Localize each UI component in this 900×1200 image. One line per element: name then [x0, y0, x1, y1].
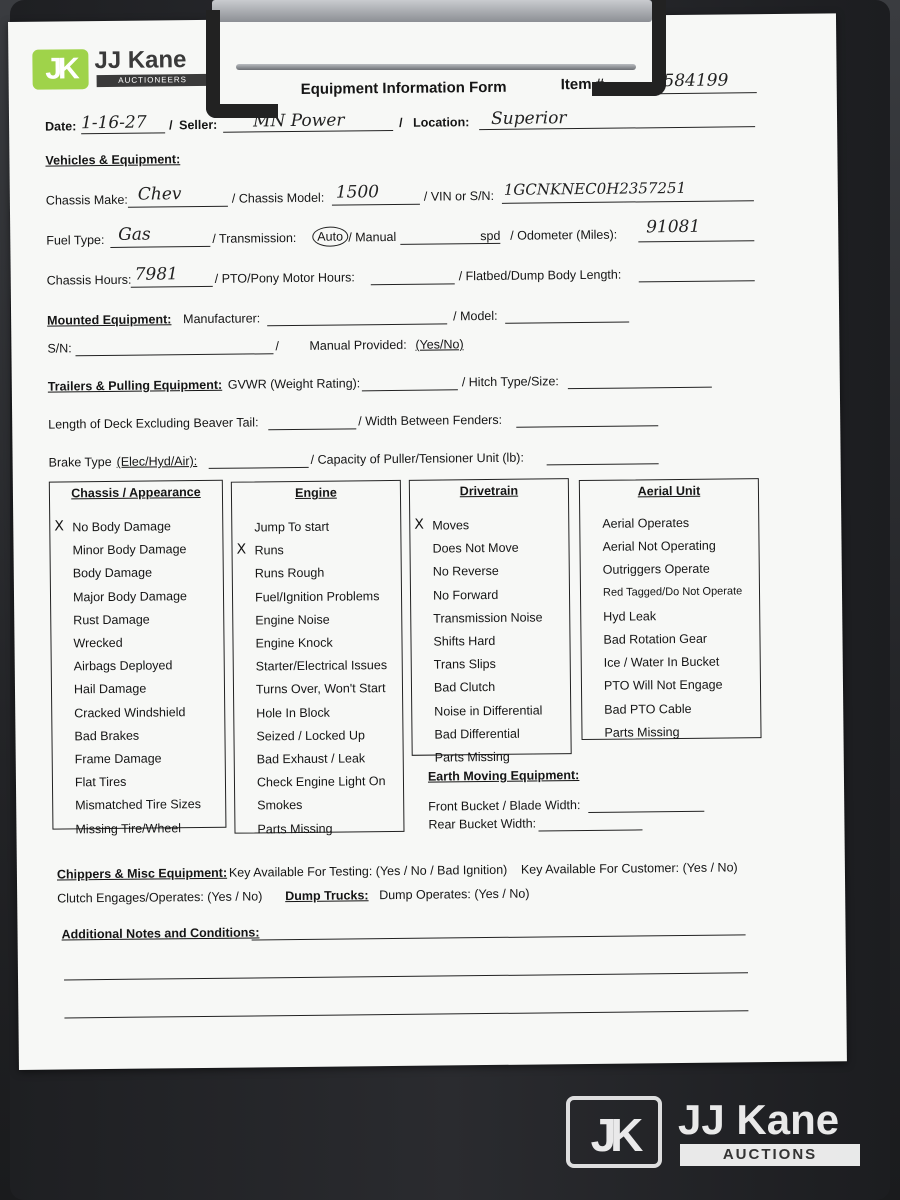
check-mark: X: [414, 516, 424, 533]
manual-provided-label: Manual Provided:: [309, 337, 407, 353]
checklist-item: Bad Exhaust / Leak: [256, 751, 366, 767]
hours-label: Chassis Hours:: [46, 272, 132, 288]
checklist-item: Moves: [432, 518, 470, 533]
item-label: Item #: [560, 75, 605, 94]
seller-label: Seller:: [179, 117, 218, 133]
trailers-heading: Trailers & Pulling Equipment:: [47, 377, 223, 394]
misc-heading: Chippers & Misc Equipment:: [56, 865, 228, 882]
checklist-item: Parts Missing: [604, 724, 680, 740]
auto-circled: Auto: [312, 226, 348, 246]
rear-bucket-label: Rear Bucket Width:: [428, 816, 537, 832]
checklist-item: Rust Damage: [73, 612, 150, 628]
checklist-item: Wrecked: [73, 635, 123, 651]
clipboard-clip: [206, 0, 666, 104]
dump-operates: Dump Operates: (Yes / No): [379, 886, 530, 903]
mounted-heading: Mounted Equipment:: [47, 312, 172, 328]
hours-value: 7981: [134, 264, 179, 285]
information-form: JK JJ Kane AUCTIONEERS Equipment Information Form Item # 1584199 Date: 1-16-27 / Seller: MN Power / Location: Superior Vehicles & Equipment: Chassis Make: Chev / Chassis Model: 1500 / VIN or S/N: 1GCNKNEC0H2357251 Fuel Type: Gas / Transmission: Auto / Manual spd / Odometer (Miles): 91081 Chassis Hours: 7981 / PTO/Pony Motor Hours: / Flatbed/Dump Body Length: Mounted Equipment: Manufacturer: / Model: S/N: / Manual Provided: (Yes/No) Trailers & Pulling Equipment: GVWR (Weight Rating): / Hitch Type/Size: Length of Deck Excluding Beaver Tail: / Width Between Fenders: Brake Type (Elec/Hyd/Air): / Capacity of Puller/Tensioner Unit (lb): Chassis / Appearance No Body Damage X Minor Body Damage Body Damage Major Body Damage Rust Damage Wrecked Airbags Deployed Hail Damage Cracked Windshield Bad Brakes Frame Damage Flat Tires Mismatched Tire Sizes Missing Tire/Wheel Engine Jump To start Runs X Runs Rough Fuel/Ignition Problems Engine Noise Engine Knock Starter/Electrical Issues Turns Over, Won't Start Hole In Block Seized / Locked Up Bad Exhaust / Leak Check Engine Light On Smokes Parts Missing Drivetrain Moves X Does Not Move No Reverse No Forward Transmission Noise Shifts Hard Trans Slips Bad Clutch Noise in Differential Bad Differential Parts Missing Aerial Unit Aerial Operates Aerial Not Operating Outriggers Operate Red Tagged/Do Not Operate Hyd Leak Bad Rotation Gear Ice / Water In Bucket PTO Will Not Engage Bad PTO Cable Parts Missing Earth Moving Equipment: Front Bucket / Blade Width: Rear Bucket Width: Chippers & Misc Equipment: Key Available For Testing: (Yes / No / Bad Ignition) Key Available For Customer: (Yes / No) Clutch Engages/Operates: (Yes / No) Dump Trucks: Dump Operates: (Yes / No) Additional Notes and Conditions:: [8, 13, 847, 1070]
checklist-item: Engine Knock: [255, 635, 333, 651]
checklist-item: Major Body Damage: [72, 588, 188, 604]
checklist-item: Runs Rough: [254, 566, 325, 581]
form-title: Equipment Information Form: [300, 78, 507, 98]
odometer-label: / Odometer (Miles):: [510, 227, 618, 243]
checklist-item: Missing Tire/Wheel: [75, 820, 182, 836]
checklist-item: Does Not Move: [432, 540, 519, 556]
checklist-item: No Forward: [432, 587, 499, 603]
jk-watermark-icon: JK: [566, 1096, 662, 1168]
checklist-item: Parts Missing: [257, 821, 333, 837]
key-customer: Key Available For Customer: (Yes / No): [520, 860, 738, 877]
key-testing: Key Available For Testing: (Yes / No / Bad Ignition): [228, 862, 508, 880]
checklist-item: Aerial Not Operating: [602, 538, 716, 554]
chassis-make-value: Chev: [137, 184, 182, 205]
chassis-appearance-box: [49, 480, 227, 836]
transmission-label: / Transmission:: [212, 230, 297, 246]
jj-kane-watermark: [566, 1096, 866, 1172]
gvwr-label: GVWR (Weight Rating):: [227, 376, 361, 392]
item-value: 1584199: [652, 70, 729, 92]
chassis-make-label: Chassis Make:: [45, 192, 128, 208]
vin-label: / VIN or S/N:: [423, 188, 495, 204]
checklist-item: Smokes: [257, 798, 303, 813]
checklist-item: Outriggers Operate: [602, 562, 710, 578]
checklist-item: Trans Slips: [433, 657, 496, 672]
checklist-item: Fuel/Ignition Problems: [254, 588, 380, 605]
checklist-item: Hail Damage: [73, 681, 147, 697]
date-value: 1-16-27: [80, 112, 147, 134]
odometer-value: 91081: [646, 216, 701, 238]
checklist-item: No Reverse: [432, 564, 499, 579]
engine-title: Engine: [295, 485, 337, 501]
jj-kane-logo: [32, 48, 222, 94]
vehicles-heading: Vehicles & Equipment:: [45, 152, 181, 168]
checklist-item: Noise in Differential: [434, 703, 543, 719]
brake-label: Brake Type: [48, 454, 112, 470]
checklist-item: Engine Noise: [255, 612, 330, 628]
checklist-item: Seized / Locked Up: [256, 728, 365, 744]
front-bucket-label: Front Bucket / Blade Width:: [428, 798, 581, 814]
checklist-item: Parts Missing: [434, 749, 510, 765]
checklist-item: Bad PTO Cable: [604, 701, 692, 717]
check-mark: X: [54, 518, 64, 535]
chassis-model-value: 1500: [335, 182, 380, 203]
checklist-item: Hyd Leak: [603, 609, 657, 624]
chassis-model-label: / Chassis Model:: [231, 190, 325, 206]
location-label: Location:: [413, 115, 470, 130]
checklist-item: Cracked Windshield: [74, 704, 186, 720]
dump-heading: Dump Trucks:: [285, 888, 369, 904]
pto-label: / PTO/Pony Motor Hours:: [214, 270, 355, 286]
jk-logo-icon: JK: [32, 49, 88, 90]
fuel-label: Fuel Type:: [46, 233, 105, 248]
checklist-item: Transmission Noise: [433, 610, 543, 626]
checklist-item: Flat Tires: [74, 774, 127, 790]
checklist-item: Bad Brakes: [74, 728, 140, 744]
watermark-tag: AUCTIONS: [680, 1144, 860, 1166]
checklist-item: Jump To start: [254, 519, 330, 535]
logo-name: JJ Kane: [94, 46, 187, 75]
vin-value: 1GCNKNEC0H2357251: [503, 178, 687, 199]
manual-label: / Manual: [348, 229, 397, 245]
checklist-item: Airbags Deployed: [73, 658, 173, 674]
brake-options: (Elec/Hyd/Air):: [116, 454, 198, 469]
notes-heading: Additional Notes and Conditions:: [61, 925, 260, 942]
checklist-item: Minor Body Damage: [72, 542, 187, 558]
checklist-item: Hole In Block: [256, 705, 330, 721]
checklist-item: Turns Over, Won't Start: [255, 681, 386, 697]
checklist-item: Starter/Electrical Issues: [255, 658, 388, 674]
checklist-item: Check Engine Light On: [256, 774, 386, 790]
aerial-unit-box: [579, 478, 762, 740]
model-label: / Model:: [453, 308, 498, 324]
manual-provided-options: (Yes/No): [415, 337, 464, 352]
drivetrain-title: Drivetrain: [459, 483, 519, 499]
checklist-item: Shifts Hard: [433, 633, 496, 649]
checklist-item: Body Damage: [72, 565, 153, 581]
fenders-label: / Width Between Fenders:: [358, 412, 503, 429]
location-value: Superior: [490, 108, 567, 129]
hitch-label: / Hitch Type/Size:: [461, 374, 559, 390]
checklist-item: Bad Rotation Gear: [603, 631, 708, 647]
aerial-unit-title: Aerial Unit: [637, 483, 701, 499]
checklist-item: Mismatched Tire Sizes: [75, 797, 202, 813]
earth-heading: Earth Moving Equipment:: [427, 768, 580, 784]
logo-tag: AUCTIONEERS: [97, 74, 209, 87]
spd-label: spd: [480, 228, 501, 244]
checklist-item: Bad Clutch: [433, 680, 496, 695]
checklist-item: No Body Damage: [72, 519, 172, 535]
deck-label: Length of Deck Excluding Beaver Tail:: [48, 415, 259, 432]
seller-value: MN Power: [252, 110, 345, 132]
watermark-name: JJ Kane: [678, 1096, 840, 1143]
clutch-engages: Clutch Engages/Operates: (Yes / No): [57, 889, 263, 906]
checklist-item: Bad Differential: [434, 726, 520, 742]
check-mark: X: [236, 541, 247, 558]
flatbed-label: / Flatbed/Dump Body Length:: [458, 267, 622, 284]
capacity-label: / Capacity of Puller/Tensioner Unit (lb):: [310, 450, 524, 467]
chassis-appearance-title: Chassis / Appearance: [71, 485, 201, 501]
manufacturer-label: Manufacturer:: [183, 311, 261, 327]
engine-box: [231, 480, 405, 837]
checklist-item: Frame Damage: [74, 751, 162, 767]
checklist-item: PTO Will Not Engage: [603, 677, 723, 694]
fuel-value: Gas: [118, 224, 151, 245]
sn-label: S/N:: [47, 341, 72, 356]
drivetrain-box: [409, 478, 572, 765]
checklist-item: Aerial Operates: [602, 515, 690, 531]
checklist-item: Ice / Water In Bucket: [603, 654, 720, 670]
checklist-item: Runs: [254, 543, 284, 558]
checklist-item: Red Tagged/Do Not Operate: [602, 584, 743, 599]
date-label: Date:: [45, 119, 77, 134]
